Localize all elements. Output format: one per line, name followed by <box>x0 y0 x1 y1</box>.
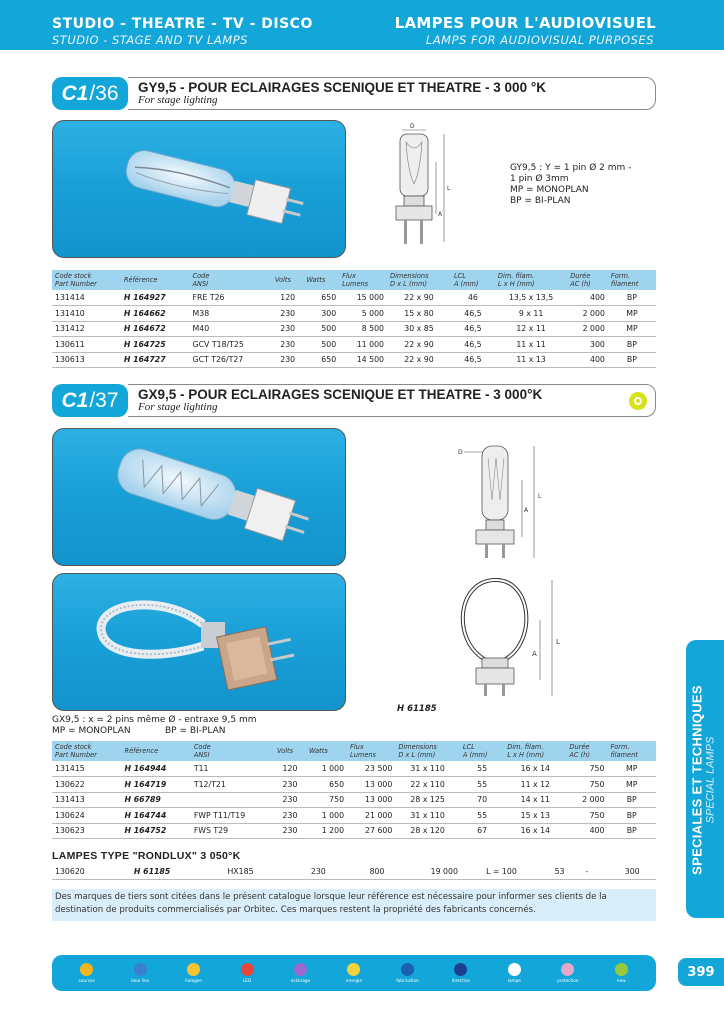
cell-ref: H 164662 <box>121 306 190 322</box>
col-form: Form. filament <box>608 270 656 290</box>
cell-dims: L = 100 <box>461 864 542 880</box>
blue-dot-icon <box>401 963 414 976</box>
legend-item <box>598 963 644 983</box>
cell-watts: 650 <box>304 290 340 306</box>
cell-flux: 27 600 <box>347 823 395 839</box>
cell-watts: 800 <box>341 864 387 880</box>
col-dims: Dimensions D x L (mm) <box>387 270 451 290</box>
side-tab-text <box>690 685 717 875</box>
rondlux-title: LAMPES TYPE "RONDLUX" 3 050°K <box>52 850 241 862</box>
cell-flux: 13 000 <box>347 777 395 793</box>
cell-form: BP <box>608 352 656 368</box>
base-note-gy95 <box>510 163 631 207</box>
cell-watts: 300 <box>304 306 340 322</box>
cell-volts: 230 <box>274 792 306 808</box>
legend-item <box>117 963 163 983</box>
dim-label-l: L <box>447 185 451 192</box>
cell-dims: 30 x 85 <box>387 321 451 337</box>
cell-form: MP <box>607 761 656 777</box>
cell-ref: H 164744 <box>121 808 190 824</box>
cell-ref: H 164719 <box>121 777 190 793</box>
svg-text:A: A <box>524 507 529 514</box>
energy-icon <box>347 963 360 976</box>
col-ref: Référence <box>121 270 190 290</box>
cell-lcl: 55 <box>460 761 504 777</box>
legend-item <box>331 963 377 983</box>
cell-dims: 15 x 80 <box>387 306 451 322</box>
cell-filament: 9 x 11 <box>495 306 567 322</box>
cell-form: MP <box>608 306 656 322</box>
table-row <box>52 761 656 777</box>
cell-stock: 131410 <box>52 306 121 322</box>
col-volts: Volts <box>272 270 304 290</box>
white-icon <box>508 963 521 976</box>
svg-text:L: L <box>538 493 542 500</box>
col-lcl: LCL A (mm) <box>451 270 495 290</box>
cell-dims: 22 x 90 <box>387 337 451 353</box>
table-row <box>52 777 656 793</box>
cell-filament: 14 x 11 <box>504 792 566 808</box>
cell-form: BP <box>607 823 656 839</box>
cell-ansi: T12/T21 <box>191 777 274 793</box>
product-photo-gy95 <box>52 120 346 258</box>
section-code-prefix: C1 <box>61 388 89 412</box>
cell-filament: 13,5 x 13,5 <box>495 290 567 306</box>
cell-ansi: FWS T29 <box>191 823 274 839</box>
col-filament: Dim. filam. L x H (mm) <box>495 270 567 290</box>
cell-life: 750 <box>566 808 607 824</box>
cell-ref: H 164752 <box>121 823 190 839</box>
cell-volts: 230 <box>274 823 306 839</box>
legend-item <box>64 963 110 983</box>
section-code-c1-37 <box>52 384 128 417</box>
table-row <box>52 337 656 353</box>
header-right-subtitle: LAMPS FOR AUDIOVISUAL PURPOSES <box>425 33 654 47</box>
note-line: MP = MONOPLAN <box>510 185 589 195</box>
note-line: BP = BI-PLAN <box>510 196 571 206</box>
dimension-diagram-gx95 <box>452 440 562 565</box>
dimension-diagram-rondlux <box>446 572 576 702</box>
note-line: 1 pin Ø 3mm <box>510 174 569 184</box>
cell-filament: 16 x 14 <box>504 761 566 777</box>
cell-flux: 13 000 <box>347 792 395 808</box>
bulb-icon <box>187 963 200 976</box>
cell-watts: 1 200 <box>306 823 347 839</box>
table-row <box>52 823 656 839</box>
cell-form: BP <box>608 290 656 306</box>
cell-stock: 131413 <box>52 792 121 808</box>
legend-caption: eclairage <box>290 978 311 983</box>
cell-ansi: M40 <box>190 321 272 337</box>
note-line: MP = MONOPLAN BP = BI-PLAN <box>52 726 226 736</box>
trademark-disclaimer: Des marques de tiers sont citées dans le présent catalogue lorsque leur référence est nécessaire pour informer ses clients de la destination de produits commercialisés par Orbitec. Ces marques restent la propriété des fabricants concernés. <box>52 889 656 921</box>
cell-volts: 230 <box>295 864 341 880</box>
dim-label-d: D <box>410 123 415 130</box>
cell-ansi: M38 <box>190 306 272 322</box>
table-row <box>52 792 656 808</box>
note-line: GY9,5 : Y = 1 pin Ø 2 mm - <box>510 163 632 173</box>
legend-item <box>438 963 484 983</box>
cell-life: 400 <box>567 290 608 306</box>
cell-filament: 12 x 11 <box>495 321 567 337</box>
legend-caption: protection <box>557 978 579 983</box>
side-tab-subtitle: SPECIAL LAMPS <box>704 736 717 824</box>
section-subtitle: For stage lighting <box>138 94 218 106</box>
pink-icon <box>561 963 574 976</box>
lamp-table-gx95 <box>52 741 656 839</box>
header-right-title: LAMPES POUR L'AUDIOVISUEL <box>394 14 656 32</box>
cell-ref: H 164727 <box>121 352 190 368</box>
cell-ref: H 164725 <box>121 337 190 353</box>
cell-filament: 15 x 13 <box>504 808 566 824</box>
cell-volts: 230 <box>272 306 304 322</box>
legend-caption: directive <box>451 978 470 983</box>
legend-caption: energie <box>346 978 362 983</box>
cell-form: BP <box>607 792 656 808</box>
cell-watts: 650 <box>306 777 347 793</box>
cell-stock: 130620 <box>52 864 131 880</box>
cell-life: 2 000 <box>566 792 607 808</box>
legend-caption: blue line <box>131 978 150 983</box>
cell-ansi: GCT T26/T27 <box>190 352 272 368</box>
cell-lcl: 70 <box>460 792 504 808</box>
legend-item <box>171 963 217 983</box>
svg-text:L: L <box>556 638 560 646</box>
table-row <box>52 352 656 368</box>
table-row <box>52 864 656 880</box>
ce-icon <box>454 963 467 976</box>
col-life: Durée AC (h) <box>567 270 608 290</box>
cell-ansi: FWP T11/T19 <box>191 808 274 824</box>
cell-lcl: 46,5 <box>451 306 495 322</box>
cell-flux: 23 500 <box>347 761 395 777</box>
cell-dims: 28 x 120 <box>395 823 460 839</box>
cell-stock: 130622 <box>52 777 121 793</box>
svg-text:D: D <box>458 449 463 456</box>
cell-life: 300 <box>567 337 608 353</box>
cell-lcl: 53 <box>542 864 577 880</box>
legend-item <box>545 963 591 983</box>
cell-watts: 650 <box>304 352 340 368</box>
cell-life: 750 <box>566 777 607 793</box>
cell-ref: H 164927 <box>121 290 190 306</box>
cell-flux: 21 000 <box>347 808 395 824</box>
cell-form: MP <box>608 321 656 337</box>
header-left-title: STUDIO - THEATRE - TV - DISCO <box>52 16 313 32</box>
section-code-c1-36 <box>52 77 128 110</box>
legend-item <box>491 963 537 983</box>
legend-caption: sources <box>78 978 95 983</box>
green-icon <box>615 963 628 976</box>
legend-caption: LED <box>242 978 252 983</box>
section-code-prefix: C1 <box>61 81 89 105</box>
section-title-box <box>128 77 656 110</box>
cell-dims: 22 x 90 <box>387 352 451 368</box>
side-tab-title: SPECIALES ET TECHNIQUES <box>689 685 705 875</box>
cell-filament: 16 x 14 <box>504 823 566 839</box>
legend-item <box>278 963 324 983</box>
col-stock: Code stock Part Number <box>52 270 121 290</box>
cell-lcl: 46,5 <box>451 352 495 368</box>
cell-stock: 130623 <box>52 823 121 839</box>
cell-stock: 130611 <box>52 337 121 353</box>
cell-watts: 1 000 <box>306 761 347 777</box>
cell-filament: 11 x 12 <box>504 777 566 793</box>
cell-lcl: 55 <box>460 777 504 793</box>
section-title: GX9,5 - POUR ECLAIRAGES SCENIQUE ET THEATRE - 3 000°K <box>138 387 543 402</box>
legend-caption: fabrication <box>396 978 419 983</box>
cell-ansi <box>191 792 274 808</box>
table-row <box>52 290 656 306</box>
page-number: 399 <box>678 958 724 986</box>
diagram-label-h61185: H 61185 <box>397 704 437 714</box>
cell-ansi: FRE T26 <box>190 290 272 306</box>
dimension-diagram-gy95 <box>372 122 472 262</box>
cell-ref: H 164672 <box>121 321 190 337</box>
cell-dims: 28 x 125 <box>395 792 460 808</box>
cell-stock: 131415 <box>52 761 121 777</box>
table-row <box>52 321 656 337</box>
section-subtitle: For stage lighting <box>138 401 218 413</box>
cell-dims: 22 x 110 <box>395 777 460 793</box>
cell-form: BP <box>607 808 656 824</box>
base-note-gx95 <box>52 715 257 737</box>
table-header-row: Code stock Part Number Référence Code ANSI Volts Watts Flux Lumens Dimensions D x L (mm) LCL A (mm) Dim. filam. L x H (mm) Durée AC (h) Form. filament <box>52 741 656 761</box>
cell-ref: H 66789 <box>121 792 190 808</box>
product-photo-gx95 <box>52 428 346 566</box>
cell-stock: 131414 <box>52 290 121 306</box>
cell-volts: 120 <box>274 761 306 777</box>
footer-legend-bar <box>52 955 656 991</box>
col-watts: Watts <box>304 270 340 290</box>
cell-lcl: 67 <box>460 823 504 839</box>
cell-lcl: 55 <box>460 808 504 824</box>
header-left-subtitle: STUDIO - STAGE AND TV LAMPS <box>52 33 248 47</box>
cell-lcl: 46,5 <box>451 337 495 353</box>
cell-ansi: HX185 <box>224 864 295 880</box>
cell-flux: 11 000 <box>339 337 387 353</box>
cell-stock: 131412 <box>52 321 121 337</box>
legend-item <box>224 963 270 983</box>
section-code-number: /37 <box>89 388 119 412</box>
cell-stock: 130613 <box>52 352 121 368</box>
product-photo-rondlux <box>52 573 346 711</box>
lamp-table-rondlux <box>52 864 656 880</box>
cell-lcl: 46 <box>451 290 495 306</box>
cell-flux: 15 000 <box>339 290 387 306</box>
legend-caption: halogen <box>185 978 203 983</box>
section-title: GY9,5 - POUR ECLAIRAGES SCENIQUE ET THEATRE - 3 000 °K <box>138 80 546 95</box>
cell-filament: 11 x 13 <box>495 352 567 368</box>
cell-life: 2 000 <box>567 306 608 322</box>
blue-circle-icon <box>134 963 147 976</box>
cell-dims: 31 x 110 <box>395 808 460 824</box>
purple-icon <box>294 963 307 976</box>
cell-life: 2 000 <box>567 321 608 337</box>
legend-caption: new <box>616 978 626 983</box>
cell-life: 400 <box>567 352 608 368</box>
cell-volts: 120 <box>272 290 304 306</box>
cell-volts: 230 <box>274 777 306 793</box>
cell-form: BP <box>608 337 656 353</box>
cell-volts: 230 <box>272 337 304 353</box>
plug-badge-icon <box>629 392 647 410</box>
svg-text:A: A <box>532 650 537 658</box>
cell-ref: H 164944 <box>121 761 190 777</box>
cell-flux: 14 500 <box>339 352 387 368</box>
cell-form <box>643 864 656 880</box>
note-line: GX9,5 : x = 2 pins même Ø - entraxe 9,5 mm <box>52 715 257 725</box>
cell-watts: 1 000 <box>306 808 347 824</box>
col-flux: Flux Lumens <box>339 270 387 290</box>
table-row <box>52 306 656 322</box>
table-row <box>52 808 656 824</box>
cell-watts: 500 <box>304 321 340 337</box>
legend-item <box>384 963 430 983</box>
cell-stock: 130624 <box>52 808 121 824</box>
cell-volts: 230 <box>272 352 304 368</box>
cell-watts: 500 <box>304 337 340 353</box>
cell-ansi: T11 <box>191 761 274 777</box>
section-code-number: /36 <box>89 81 119 105</box>
cell-life: 400 <box>566 823 607 839</box>
cell-dims: 22 x 90 <box>387 290 451 306</box>
cell-volts: 230 <box>274 808 306 824</box>
dim-label-a: A <box>438 211 443 218</box>
cell-ansi: GCV T18/T25 <box>190 337 272 353</box>
sun-icon <box>80 963 93 976</box>
table-header-row <box>52 270 656 290</box>
cell-life: 750 <box>566 761 607 777</box>
cell-filament: - <box>577 864 596 880</box>
cell-form: MP <box>607 777 656 793</box>
cell-ref: H 61185 <box>131 864 225 880</box>
lamp-table-gy95 <box>52 270 656 368</box>
cell-flux: 5 000 <box>339 306 387 322</box>
cell-flux: 19 000 <box>387 864 460 880</box>
cell-volts: 230 <box>272 321 304 337</box>
cell-life: 300 <box>597 864 643 880</box>
cell-flux: 8 500 <box>339 321 387 337</box>
legend-caption: lampe <box>507 978 521 983</box>
cell-dims: 31 x 110 <box>395 761 460 777</box>
col-ansi: Code ANSI <box>190 270 272 290</box>
led-icon <box>241 963 254 976</box>
cell-lcl: 46,5 <box>451 321 495 337</box>
cell-watts: 750 <box>306 792 347 808</box>
cell-filament: 11 x 11 <box>495 337 567 353</box>
section-title-box <box>128 384 656 417</box>
